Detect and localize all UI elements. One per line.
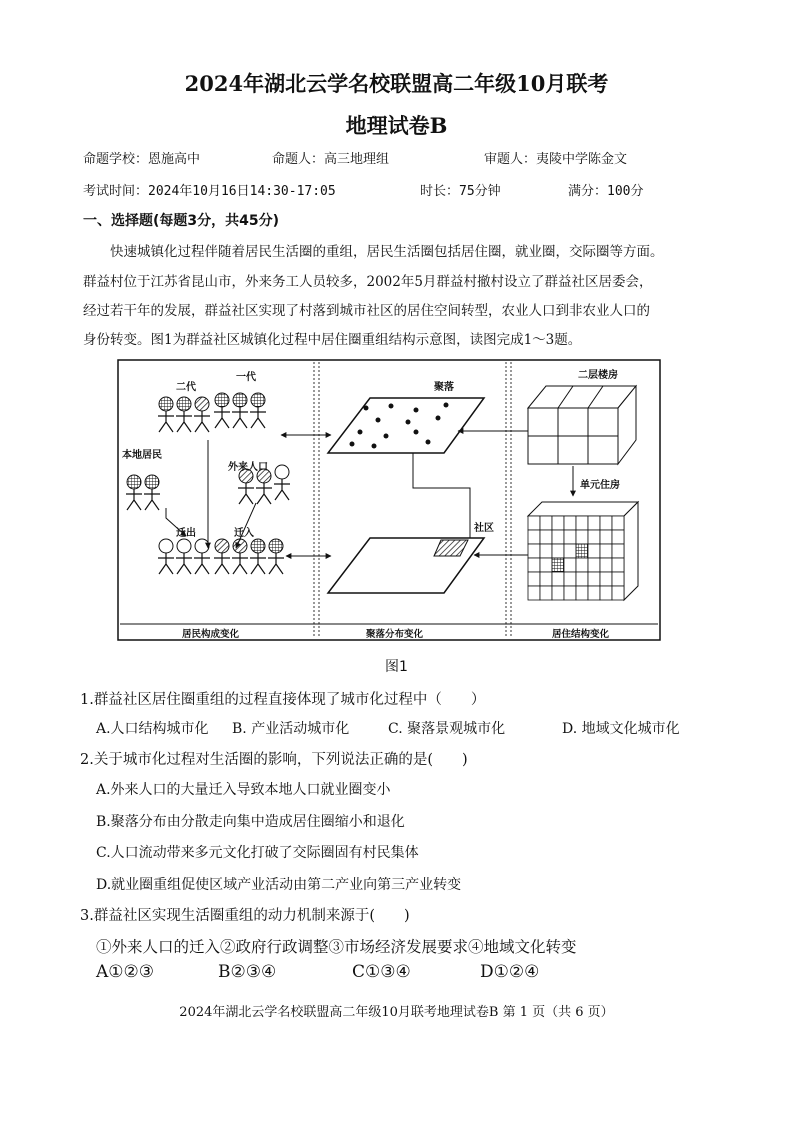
- mixed-resident-figure: [232, 539, 248, 574]
- label-settlement: 聚落: [434, 382, 454, 393]
- figure-1-diagram: [116, 358, 662, 642]
- settlement-dot: [376, 418, 381, 423]
- settlement-dot: [414, 408, 419, 413]
- label-move-in: 迁入: [234, 528, 254, 539]
- settlement-dot: [350, 442, 355, 447]
- mixed-resident-figure: [250, 539, 266, 574]
- resident-figure: [214, 393, 230, 428]
- question-3-stem: 3.群益社区实现生活圈重组的动力机制来源于( ): [80, 908, 410, 924]
- question-2-option-d: D.就业圈重组促使区域产业活动由第二产业向第三产业转变: [96, 877, 462, 893]
- label-move-out: 迁出: [176, 528, 196, 539]
- question-3-option-b: B②③④: [218, 962, 277, 982]
- full-score: 满分：100分: [568, 184, 644, 199]
- question-1-option-c: C. 聚落景观城市化: [388, 721, 506, 737]
- settlement-dot: [426, 440, 431, 445]
- exam-title: 2024年湖北云学名校联盟高二年级10月联考: [184, 71, 609, 96]
- page-footer: 2024年湖北云学名校联盟高二年级10月联考地理试卷B 第 1 页（共 6 页）: [179, 1005, 614, 1020]
- label-two-storey: 二层楼房: [578, 370, 618, 381]
- label-gen1: 一代: [236, 372, 256, 383]
- figure-caption: 图1: [385, 659, 408, 675]
- exam-time: 考试时间：2024年10月16日14:30-17:05: [83, 184, 336, 199]
- mixed-resident-figure: [214, 539, 230, 574]
- settlement-dot: [444, 403, 449, 408]
- question-2-stem: 2.关于城市化过程对生活圈的影响，下列说法正确的是( ): [80, 752, 468, 768]
- resident-figure: [232, 393, 248, 428]
- settlement-dot: [389, 404, 394, 409]
- settlement-to-community-line: [413, 453, 470, 538]
- intro-line-2: 群益村位于江苏省昆山市，外来务工人员较多，2002年5月群益村撤村设立了群益社区居委会，: [83, 274, 653, 290]
- setter-school: 命题学校：恩施高中: [83, 152, 201, 167]
- migrant-figure: [238, 469, 254, 504]
- settlement-dot: [436, 416, 441, 421]
- resident-figure: [158, 397, 174, 432]
- mixed-resident-figure: [158, 539, 174, 574]
- question-3-option-c: C①③④: [352, 962, 411, 982]
- exam-subtitle: 地理试卷B: [345, 113, 448, 138]
- question-1-stem: 1.群益社区居住圈重组的过程直接体现了城市化过程中（ ）: [80, 692, 486, 708]
- section-heading: 一、选择题(每题3分，共45分): [83, 213, 280, 229]
- migrant-figure: [256, 469, 272, 504]
- question-3-option-d: D①②④: [480, 962, 540, 982]
- caption-settlement-distribution: 聚落分布变化: [366, 629, 424, 640]
- intro-line-3: 经过若干年的发展，群益社区实现了村落到城市社区的居住空间转型，农业人口到非农业人口的: [83, 303, 650, 319]
- label-community: 社区: [474, 523, 494, 534]
- question-2-option-b: B.聚落分布由分散走向集中造成居住圈缩小和退化: [96, 814, 405, 830]
- intro-line-1: 快速城镇化过程伴随着居民生活圈的重组，居民生活圈包括居住圈，就业圈，交际圈等方面。: [110, 244, 664, 260]
- label-local-residents: 本地居民: [122, 450, 162, 461]
- unit-housing-building: [528, 502, 638, 600]
- reviewer: 审题人：夷陵中学陈金文: [484, 152, 628, 167]
- two-storey-building: [528, 386, 636, 464]
- question-3-statements: ①外来人口的迁入②政府行政调整③市场经济发展要求④地域文化转变: [96, 938, 577, 956]
- mixed-resident-figure: [268, 539, 284, 574]
- settlement-dot: [384, 434, 389, 439]
- question-2-option-a: A.外来人口的大量迁入导致本地人口就业圈变小: [96, 782, 391, 798]
- resident-figure: [176, 397, 192, 432]
- resident-figure: [250, 393, 266, 428]
- label-gen2: 二代: [176, 382, 196, 393]
- resident-figure: [194, 397, 210, 432]
- question-1-option-b: B. 产业活动城市化: [232, 721, 350, 737]
- question-1-option-a: A.人口结构城市化: [96, 721, 209, 737]
- local-resident-figure: [126, 475, 142, 510]
- caption-resident-composition: 居民构成变化: [182, 629, 240, 640]
- settlement-dot: [358, 430, 363, 435]
- question-2-option-c: C.人口流动带来多元文化打破了交际圈固有村民集体: [96, 845, 419, 861]
- local-resident-figure: [144, 475, 160, 510]
- mixed-resident-figure: [176, 539, 192, 574]
- question-1-option-d: D. 地域文化城市化: [562, 721, 680, 737]
- setter-author: 命题人：高三地理组: [272, 152, 390, 167]
- settlement-dot: [364, 406, 369, 411]
- settlement-dot: [414, 430, 419, 435]
- label-unit-housing: 单元住房: [580, 480, 620, 491]
- migrant-figure: [274, 465, 290, 500]
- label-migrants: 外来人口: [228, 462, 268, 473]
- intro-line-4: 身份转变。图1为群益社区城镇化过程中居住圈重组结构示意图，读图完成1～3题。: [83, 332, 582, 348]
- question-3-option-a: A①②③: [96, 962, 154, 982]
- settlement-dot: [406, 420, 411, 425]
- duration: 时长：75分钟: [420, 184, 501, 199]
- caption-housing-structure: 居住结构变化: [552, 629, 610, 640]
- settlement-dot: [372, 444, 377, 449]
